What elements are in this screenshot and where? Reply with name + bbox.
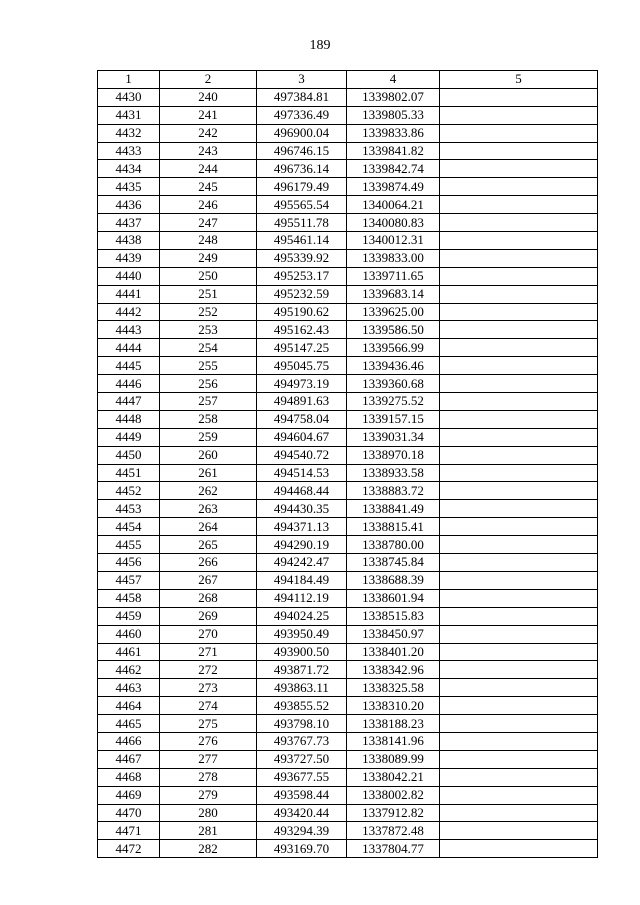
point-number-cell: 250 (160, 267, 257, 285)
y-coordinate-cell: 1339625.00 (347, 303, 440, 321)
y-coordinate-cell: 1338745.84 (347, 554, 440, 572)
notes-cell (440, 393, 598, 411)
row-number-cell: 4449 (98, 428, 160, 446)
row-number-cell: 4471 (98, 822, 160, 840)
table-row (98, 285, 598, 303)
notes-cell (440, 768, 598, 786)
y-coordinate-cell: 1338883.72 (347, 482, 440, 500)
row-number-cell: 4443 (98, 321, 160, 339)
notes-cell (440, 679, 598, 697)
x-coordinate-cell: 493950.49 (257, 625, 347, 643)
notes-cell (440, 410, 598, 428)
point-number-cell: 277 (160, 750, 257, 768)
table-body (98, 88, 598, 857)
x-coordinate-cell: 496179.49 (257, 178, 347, 196)
table-row (98, 339, 598, 357)
table-row (98, 607, 598, 625)
point-number-cell: 249 (160, 249, 257, 267)
y-coordinate-cell: 1338780.00 (347, 536, 440, 554)
notes-cell (440, 88, 598, 106)
table-row (98, 804, 598, 822)
row-number-cell: 4446 (98, 375, 160, 393)
x-coordinate-cell: 494024.25 (257, 607, 347, 625)
column-header-2: 2 (160, 71, 257, 89)
coordinates-table (97, 70, 598, 858)
point-number-cell: 271 (160, 643, 257, 661)
notes-cell (440, 375, 598, 393)
row-number-cell: 4462 (98, 661, 160, 679)
x-coordinate-cell: 494891.63 (257, 393, 347, 411)
x-coordinate-cell: 493677.55 (257, 768, 347, 786)
point-number-cell: 246 (160, 196, 257, 214)
point-number-cell: 244 (160, 160, 257, 178)
table-row (98, 661, 598, 679)
table-row (98, 715, 598, 733)
x-coordinate-cell: 493294.39 (257, 822, 347, 840)
x-coordinate-cell: 493727.50 (257, 750, 347, 768)
y-coordinate-cell: 1339841.82 (347, 142, 440, 160)
y-coordinate-cell: 1338325.58 (347, 679, 440, 697)
y-coordinate-cell: 1337872.48 (347, 822, 440, 840)
table-row (98, 428, 598, 446)
row-number-cell: 4472 (98, 840, 160, 858)
table-row (98, 303, 598, 321)
row-number-cell: 4464 (98, 697, 160, 715)
y-coordinate-cell: 1338841.49 (347, 500, 440, 518)
x-coordinate-cell: 494973.19 (257, 375, 347, 393)
x-coordinate-cell: 494468.44 (257, 482, 347, 500)
point-number-cell: 242 (160, 124, 257, 142)
table-row (98, 124, 598, 142)
notes-cell (440, 500, 598, 518)
x-coordinate-cell: 496900.04 (257, 124, 347, 142)
point-number-cell: 262 (160, 482, 257, 500)
notes-cell (440, 321, 598, 339)
notes-cell (440, 106, 598, 124)
point-number-cell: 254 (160, 339, 257, 357)
table-row (98, 518, 598, 536)
x-coordinate-cell: 495565.54 (257, 196, 347, 214)
row-number-cell: 4454 (98, 518, 160, 536)
notes-cell (440, 750, 598, 768)
notes-cell (440, 196, 598, 214)
x-coordinate-cell: 494604.67 (257, 428, 347, 446)
notes-cell (440, 357, 598, 375)
y-coordinate-cell: 1339360.68 (347, 375, 440, 393)
row-number-cell: 4465 (98, 715, 160, 733)
y-coordinate-cell: 1338933.58 (347, 464, 440, 482)
table-row (98, 750, 598, 768)
row-number-cell: 4447 (98, 393, 160, 411)
row-number-cell: 4467 (98, 750, 160, 768)
point-number-cell: 260 (160, 446, 257, 464)
y-coordinate-cell: 1338089.99 (347, 750, 440, 768)
notes-cell (440, 267, 598, 285)
x-coordinate-cell: 497336.49 (257, 106, 347, 124)
point-number-cell: 251 (160, 285, 257, 303)
point-number-cell: 269 (160, 607, 257, 625)
y-coordinate-cell: 1338450.97 (347, 625, 440, 643)
column-header-4: 4 (347, 71, 440, 89)
row-number-cell: 4431 (98, 106, 160, 124)
table-row (98, 697, 598, 715)
point-number-cell: 253 (160, 321, 257, 339)
point-number-cell: 252 (160, 303, 257, 321)
y-coordinate-cell: 1339566.99 (347, 339, 440, 357)
x-coordinate-cell: 496746.15 (257, 142, 347, 160)
row-number-cell: 4470 (98, 804, 160, 822)
x-coordinate-cell: 495147.25 (257, 339, 347, 357)
notes-cell (440, 518, 598, 536)
table-row (98, 625, 598, 643)
notes-cell (440, 643, 598, 661)
y-coordinate-cell: 1338601.94 (347, 589, 440, 607)
y-coordinate-cell: 1338042.21 (347, 768, 440, 786)
table-row (98, 679, 598, 697)
row-number-cell: 4461 (98, 643, 160, 661)
row-number-cell: 4437 (98, 214, 160, 232)
table-row (98, 249, 598, 267)
x-coordinate-cell: 494540.72 (257, 446, 347, 464)
y-coordinate-cell: 1339833.00 (347, 249, 440, 267)
table-row (98, 822, 598, 840)
table-row (98, 142, 598, 160)
table-row (98, 214, 598, 232)
x-coordinate-cell: 495232.59 (257, 285, 347, 303)
point-number-cell: 274 (160, 697, 257, 715)
point-number-cell: 266 (160, 554, 257, 572)
notes-cell (440, 536, 598, 554)
table-row (98, 554, 598, 572)
y-coordinate-cell: 1339842.74 (347, 160, 440, 178)
y-coordinate-cell: 1340012.31 (347, 232, 440, 250)
notes-cell (440, 124, 598, 142)
notes-cell (440, 160, 598, 178)
table-row (98, 106, 598, 124)
row-number-cell: 4463 (98, 679, 160, 697)
notes-cell (440, 697, 598, 715)
y-coordinate-cell: 1339031.34 (347, 428, 440, 446)
table-row (98, 160, 598, 178)
point-number-cell: 261 (160, 464, 257, 482)
x-coordinate-cell: 493871.72 (257, 661, 347, 679)
x-coordinate-cell: 493420.44 (257, 804, 347, 822)
notes-cell (440, 142, 598, 160)
page-number: 189 (309, 38, 331, 53)
point-number-cell: 240 (160, 88, 257, 106)
row-number-cell: 4468 (98, 768, 160, 786)
x-coordinate-cell: 493767.73 (257, 732, 347, 750)
notes-cell (440, 786, 598, 804)
notes-cell (440, 303, 598, 321)
point-number-cell: 258 (160, 410, 257, 428)
notes-cell (440, 732, 598, 750)
x-coordinate-cell: 493855.52 (257, 697, 347, 715)
notes-cell (440, 607, 598, 625)
x-coordinate-cell: 494290.19 (257, 536, 347, 554)
point-number-cell: 255 (160, 357, 257, 375)
notes-cell (440, 446, 598, 464)
row-number-cell: 4435 (98, 178, 160, 196)
x-coordinate-cell: 495511.78 (257, 214, 347, 232)
y-coordinate-cell: 1337804.77 (347, 840, 440, 858)
column-header-3: 3 (257, 71, 347, 89)
table-row (98, 410, 598, 428)
table-row (98, 464, 598, 482)
x-coordinate-cell: 493863.11 (257, 679, 347, 697)
row-number-cell: 4460 (98, 625, 160, 643)
column-header-1: 1 (98, 71, 160, 89)
point-number-cell: 257 (160, 393, 257, 411)
row-number-cell: 4432 (98, 124, 160, 142)
point-number-cell: 264 (160, 518, 257, 536)
y-coordinate-cell: 1339157.15 (347, 410, 440, 428)
point-number-cell: 247 (160, 214, 257, 232)
point-number-cell: 256 (160, 375, 257, 393)
y-coordinate-cell: 1339711.65 (347, 267, 440, 285)
x-coordinate-cell: 494371.13 (257, 518, 347, 536)
notes-cell (440, 339, 598, 357)
x-coordinate-cell: 494112.19 (257, 589, 347, 607)
point-number-cell: 276 (160, 732, 257, 750)
y-coordinate-cell: 1339805.33 (347, 106, 440, 124)
table-row (98, 393, 598, 411)
x-coordinate-cell: 494514.53 (257, 464, 347, 482)
point-number-cell: 265 (160, 536, 257, 554)
table-row (98, 267, 598, 285)
x-coordinate-cell: 495253.17 (257, 267, 347, 285)
notes-cell (440, 589, 598, 607)
point-number-cell: 280 (160, 804, 257, 822)
y-coordinate-cell: 1339683.14 (347, 285, 440, 303)
y-coordinate-cell: 1339833.86 (347, 124, 440, 142)
x-coordinate-cell: 495461.14 (257, 232, 347, 250)
notes-cell (440, 554, 598, 572)
y-coordinate-cell: 1338002.82 (347, 786, 440, 804)
row-number-cell: 4455 (98, 536, 160, 554)
table-row (98, 196, 598, 214)
x-coordinate-cell: 493900.50 (257, 643, 347, 661)
x-coordinate-cell: 494184.49 (257, 571, 347, 589)
y-coordinate-cell: 1340080.83 (347, 214, 440, 232)
row-number-cell: 4439 (98, 249, 160, 267)
table-row (98, 500, 598, 518)
x-coordinate-cell: 495190.62 (257, 303, 347, 321)
table-row (98, 768, 598, 786)
y-coordinate-cell: 1339275.52 (347, 393, 440, 411)
x-coordinate-cell: 497384.81 (257, 88, 347, 106)
notes-cell (440, 822, 598, 840)
y-coordinate-cell: 1339436.46 (347, 357, 440, 375)
notes-cell (440, 428, 598, 446)
table-row (98, 786, 598, 804)
header-row (98, 71, 598, 89)
y-coordinate-cell: 1339802.07 (347, 88, 440, 106)
point-number-cell: 281 (160, 822, 257, 840)
row-number-cell: 4457 (98, 571, 160, 589)
y-coordinate-cell: 1338815.41 (347, 518, 440, 536)
row-number-cell: 4452 (98, 482, 160, 500)
point-number-cell: 278 (160, 768, 257, 786)
table-row (98, 178, 598, 196)
table-row (98, 589, 598, 607)
row-number-cell: 4451 (98, 464, 160, 482)
table-row (98, 840, 598, 858)
point-number-cell: 259 (160, 428, 257, 446)
y-coordinate-cell: 1338342.96 (347, 661, 440, 679)
table-row (98, 88, 598, 106)
point-number-cell: 270 (160, 625, 257, 643)
y-coordinate-cell: 1340064.21 (347, 196, 440, 214)
y-coordinate-cell: 1338515.83 (347, 607, 440, 625)
table-row (98, 536, 598, 554)
notes-cell (440, 178, 598, 196)
point-number-cell: 273 (160, 679, 257, 697)
point-number-cell: 272 (160, 661, 257, 679)
row-number-cell: 4448 (98, 410, 160, 428)
row-number-cell: 4445 (98, 357, 160, 375)
table-row (98, 321, 598, 339)
x-coordinate-cell: 495339.92 (257, 249, 347, 267)
point-number-cell: 241 (160, 106, 257, 124)
y-coordinate-cell: 1339874.49 (347, 178, 440, 196)
notes-cell (440, 840, 598, 858)
point-number-cell: 275 (160, 715, 257, 733)
notes-cell (440, 249, 598, 267)
row-number-cell: 4430 (98, 88, 160, 106)
x-coordinate-cell: 494758.04 (257, 410, 347, 428)
row-number-cell: 4441 (98, 285, 160, 303)
notes-cell (440, 232, 598, 250)
y-coordinate-cell: 1338188.23 (347, 715, 440, 733)
table-row (98, 482, 598, 500)
point-number-cell: 279 (160, 786, 257, 804)
x-coordinate-cell: 495162.43 (257, 321, 347, 339)
notes-cell (440, 214, 598, 232)
table-row (98, 375, 598, 393)
row-number-cell: 4450 (98, 446, 160, 464)
row-number-cell: 4444 (98, 339, 160, 357)
notes-cell (440, 625, 598, 643)
notes-cell (440, 464, 598, 482)
point-number-cell: 245 (160, 178, 257, 196)
x-coordinate-cell: 493169.70 (257, 840, 347, 858)
x-coordinate-cell: 494242.47 (257, 554, 347, 572)
table-header (98, 71, 598, 89)
x-coordinate-cell: 493798.10 (257, 715, 347, 733)
table-row (98, 643, 598, 661)
row-number-cell: 4466 (98, 732, 160, 750)
point-number-cell: 263 (160, 500, 257, 518)
y-coordinate-cell: 1338141.96 (347, 732, 440, 750)
x-coordinate-cell: 494430.35 (257, 500, 347, 518)
row-number-cell: 4453 (98, 500, 160, 518)
point-number-cell: 267 (160, 571, 257, 589)
row-number-cell: 4434 (98, 160, 160, 178)
row-number-cell: 4458 (98, 589, 160, 607)
row-number-cell: 4438 (98, 232, 160, 250)
notes-cell (440, 571, 598, 589)
notes-cell (440, 482, 598, 500)
notes-cell (440, 661, 598, 679)
notes-cell (440, 804, 598, 822)
notes-cell (440, 285, 598, 303)
table-row (98, 571, 598, 589)
row-number-cell: 4442 (98, 303, 160, 321)
row-number-cell: 4433 (98, 142, 160, 160)
x-coordinate-cell: 496736.14 (257, 160, 347, 178)
row-number-cell: 4456 (98, 554, 160, 572)
x-coordinate-cell: 493598.44 (257, 786, 347, 804)
row-number-cell: 4459 (98, 607, 160, 625)
y-coordinate-cell: 1337912.82 (347, 804, 440, 822)
point-number-cell: 268 (160, 589, 257, 607)
table-row (98, 357, 598, 375)
x-coordinate-cell: 495045.75 (257, 357, 347, 375)
table-row (98, 732, 598, 750)
column-header-5: 5 (440, 71, 598, 89)
y-coordinate-cell: 1338688.39 (347, 571, 440, 589)
y-coordinate-cell: 1338970.18 (347, 446, 440, 464)
point-number-cell: 282 (160, 840, 257, 858)
row-number-cell: 4469 (98, 786, 160, 804)
y-coordinate-cell: 1339586.50 (347, 321, 440, 339)
table-row (98, 446, 598, 464)
y-coordinate-cell: 1338310.20 (347, 697, 440, 715)
table-row (98, 232, 598, 250)
point-number-cell: 243 (160, 142, 257, 160)
notes-cell (440, 715, 598, 733)
row-number-cell: 4440 (98, 267, 160, 285)
point-number-cell: 248 (160, 232, 257, 250)
y-coordinate-cell: 1338401.20 (347, 643, 440, 661)
row-number-cell: 4436 (98, 196, 160, 214)
